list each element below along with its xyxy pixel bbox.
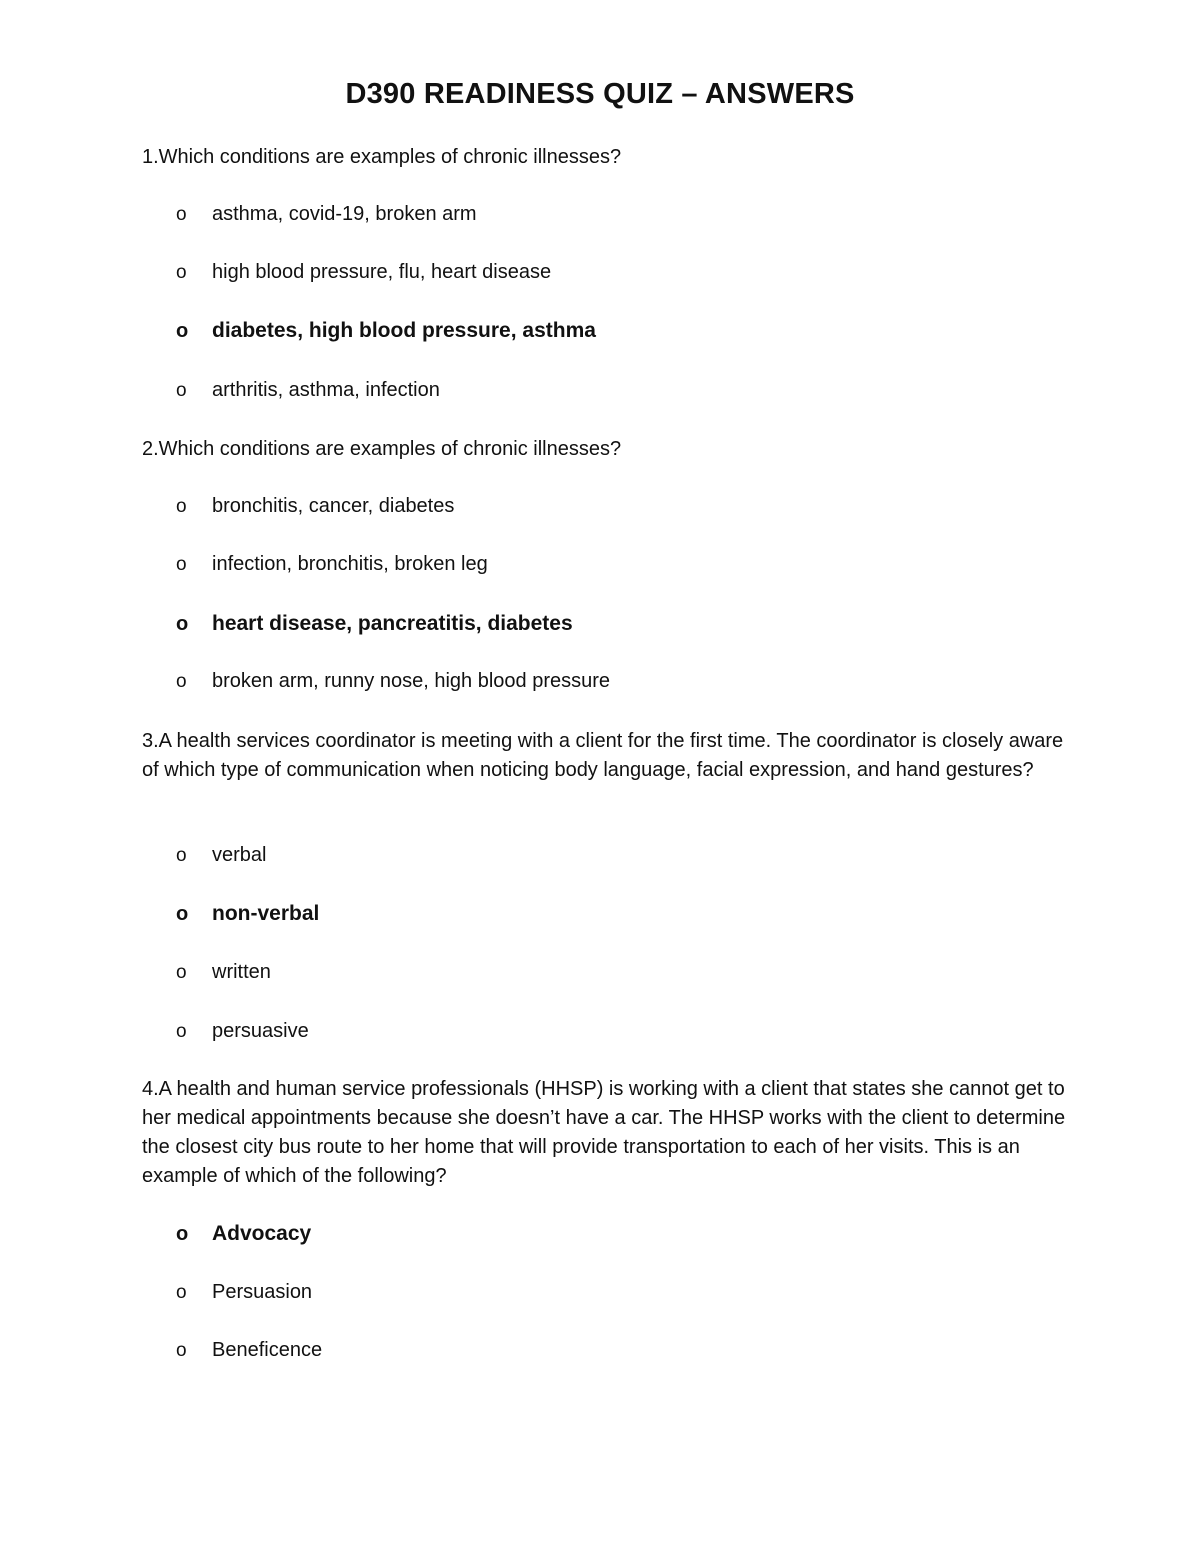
option-label: arthritis, asthma, infection — [212, 379, 440, 401]
document-title: D390 READINESS QUIZ – ANSWERS — [345, 78, 855, 110]
question-1-option-1 — [176, 200, 1056, 229]
bullet-icon: o — [176, 1223, 189, 1245]
question-3-text: 3.A health services coordinator is meeting with a client for the first time. The coordinator is closely aware of which type of communication when noticing body language, facial expression, and hand gestures? — [142, 730, 1064, 781]
question-3-option-4 — [176, 1017, 1056, 1046]
option-label: heart disease, pancreatitis, diabetes — [212, 612, 573, 635]
question-2-option-3-correct — [176, 609, 1056, 639]
bullet-icon: o — [176, 671, 187, 692]
bullet-icon: o — [176, 1340, 187, 1361]
bullet-icon: o — [176, 554, 187, 575]
question-2-text: 2.Which conditions are examples of chronic illnesses? — [142, 438, 622, 460]
bullet-icon: o — [176, 613, 189, 635]
question-3-option-3 — [176, 958, 1056, 987]
bullet-icon: o — [176, 845, 187, 866]
option-label: persuasive — [212, 1020, 309, 1042]
option-label: diabetes, high blood pressure, asthma — [212, 319, 596, 342]
option-label: written — [212, 961, 271, 983]
option-label: bronchitis, cancer, diabetes — [212, 495, 455, 517]
option-label: broken arm, runny nose, high blood pressure — [212, 670, 611, 692]
question-2-option-4 — [176, 667, 1056, 696]
question-3-option-1 — [176, 841, 1056, 870]
option-label: Beneficence — [212, 1339, 323, 1361]
option-label: Persuasion — [212, 1281, 313, 1303]
bullet-icon: o — [176, 262, 187, 283]
question-4-text: 4.A health and human service professionals (HHSP) is working with a client that states she cannot get to her medical appointments because she doesn’t have a car. The HHSP works with the client to determine the closest city bus route to her home that will provide transportation to each of her visits. This is an example of which of the following? — [142, 1078, 1066, 1187]
question-4-option-3 — [176, 1336, 1056, 1365]
question-1-option-3-correct — [176, 316, 1056, 346]
bullet-icon: o — [176, 204, 187, 225]
question-3-option-2-correct — [176, 899, 1056, 929]
bullet-icon: o — [176, 962, 187, 983]
option-label: asthma, covid-19, broken arm — [212, 203, 477, 225]
question-4-option-1-correct — [176, 1219, 1056, 1249]
bullet-icon: o — [176, 496, 187, 517]
question-1-option-2 — [176, 258, 1056, 287]
question-1-option-4 — [176, 376, 1056, 405]
bullet-icon: o — [176, 1021, 187, 1042]
bullet-icon: o — [176, 380, 187, 401]
option-label: Advocacy — [212, 1222, 312, 1245]
question-2-option-2 — [176, 550, 1056, 579]
option-label: high blood pressure, flu, heart disease — [212, 261, 552, 283]
option-label: infection, bronchitis, broken leg — [212, 553, 488, 575]
bullet-icon: o — [176, 320, 189, 342]
bullet-icon: o — [176, 903, 189, 925]
bullet-icon: o — [176, 1282, 187, 1303]
question-2-option-1 — [176, 492, 1056, 521]
question-4-option-2 — [176, 1278, 1056, 1307]
option-label: non-verbal — [212, 902, 320, 925]
question-1-text: 1.Which conditions are examples of chronic illnesses? — [142, 146, 622, 168]
option-label: verbal — [212, 844, 267, 866]
